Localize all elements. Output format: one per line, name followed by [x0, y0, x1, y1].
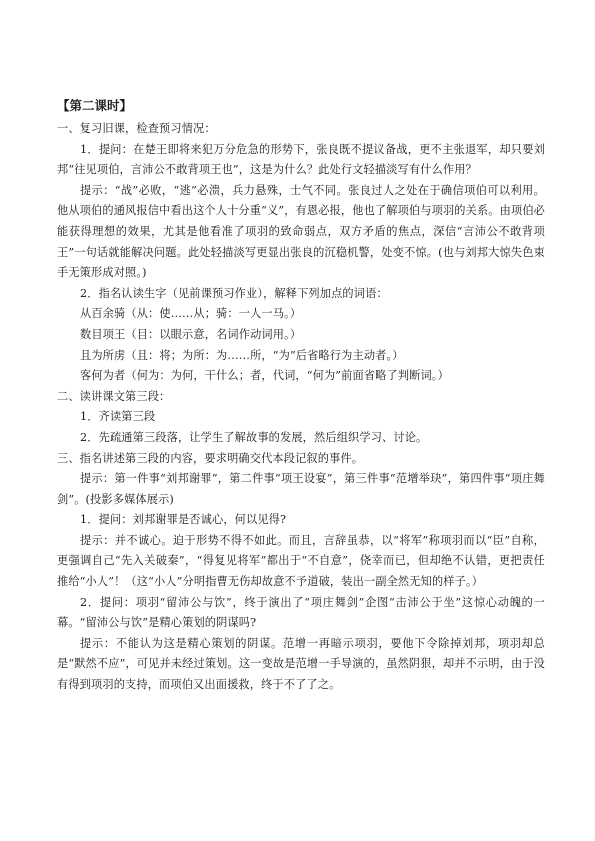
paragraph: 提示：并不诚心。迫于形势不得不如此。而且，言辞虽恭，以“将军”称项羽而以“臣”自称，更强调自己“先入关破秦”，“得复见将军”都出于“不自意”，侥幸而已，但却绝不认错，更把责任推给“小人”！（这“小人”分明指曹无伤却故意不予道破，装出一副全然无知的样子。）	[57, 533, 545, 589]
paragraph: 一、复习旧课，检查预习情况：	[57, 122, 216, 135]
paragraph: 提示：不能认为这是精心策划的阴谋。范增一再暗示项羽，要他下令除掉刘邦，项羽却总是“默然不应”，可见并未经过策划。这一变故是范增一手导演的，虽然阴狠，却并不示明，由于没有得到项羽的支持，而项伯又出面援救，终于不了了之。	[57, 636, 545, 692]
paragraph: 三、指名讲述第三段的内容，要求明确交代本段记叙的事件。	[57, 451, 364, 465]
paragraph: 提示：第一件事“刘邦谢罪”，第二件事“项王设宴”，第三件事“范增举玦”，第四件事“项庄舞剑”。(投影多媒体展示)	[57, 472, 545, 506]
paragraph: 2．先疏通第三段落，让学生了解故事的发展，然后组织学习、讨论。	[80, 430, 428, 444]
paragraph: 1．提问：在楚王即将来犯万分危急的形势下，张良既不提议备战，更不主张退军，却只要刘邦“往见项伯，言沛公不敢背项王也”，这是为什么？此处行文轻描淡写有什么作用？	[57, 142, 545, 177]
paragraph: 从百余骑（从：使……从；骑：一人一马。）	[80, 307, 302, 321]
paragraph: 且为所虏（且：将；为所：为……所，“为”后省略行为主动者。）	[80, 348, 404, 362]
paragraph: 1．提问：刘邦谢罪是否诚心，何以见得?	[80, 513, 287, 527]
paragraph: 提示：“战”必败，“逃”必溃，兵力悬殊，士气不同。张良过人之处在于确信项伯可以利用。他从项伯的通风报信中看出这个人十分重“义”，有恩必报，他也了解项伯与项羽的关系。由项伯必能获得理想的效果，尤其是他看准了项羽的致命弱点，双方矛盾的焦点，深信“言沛公不敢背项王”一句话就能解决问题。此处轻描淡写更显出张良的沉稳机警，处变不惊。(也与刘邦大惊失色束手无策形成对照。)	[57, 183, 545, 280]
document-body	[57, 119, 545, 696]
paragraph: 2．提问：项羽“留沛公与饮”，终于演出了“项庄舞剑”企图“击沛公于坐”这惊心动魄的一幕。“留沛公与饮”是精心策划的阴谋吗?	[57, 595, 545, 630]
paragraph: 二、读讲课文第三段：	[57, 389, 171, 403]
paragraph: 客何为者（何为：为何，干什么；者，代词，“何为”前面省略了判断词。）	[80, 369, 449, 383]
section-title: 【第二课时】	[57, 98, 133, 113]
paragraph: 2．指名认读生字（见前课预习作业），解释下列加点的词语：	[80, 286, 388, 300]
paragraph: 1．齐读第三段	[80, 410, 156, 424]
paragraph: 数目项王（目：以眼示意，名词作动词用。）	[80, 327, 302, 341]
